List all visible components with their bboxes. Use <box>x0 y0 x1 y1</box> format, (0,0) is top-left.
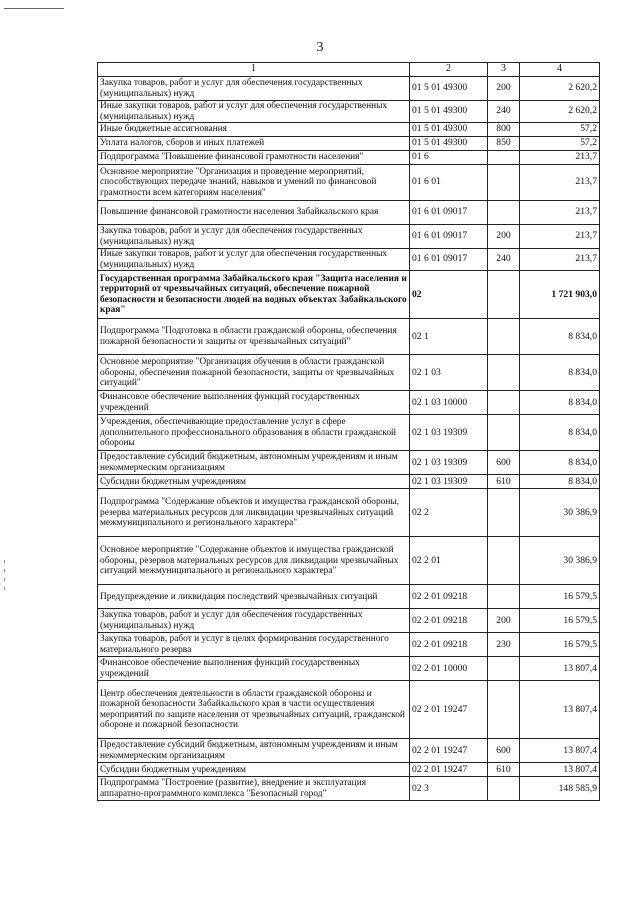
row-code-cell: 02 2 01 19247 <box>410 681 488 739</box>
corner-line <box>4 8 64 9</box>
row-name-cell: Государственная программа Забайкальского края "Защита населения и территорий от чрезвычайных ситуаций, обеспечение пожарной безопасности и безопасности людей на водных объектах Забайкальского края" <box>98 271 410 319</box>
row-type-cell <box>488 391 520 415</box>
row-code-cell: 02 2 01 <box>410 537 488 585</box>
table-row <box>98 739 600 763</box>
row-amount-cell: 213,7 <box>520 225 600 249</box>
row-type-cell: 610 <box>488 763 520 777</box>
row-code-cell: 02 2 01 09218 <box>410 633 488 657</box>
row-code-cell: 02 2 01 09218 <box>410 585 488 609</box>
row-type-cell: 230 <box>488 633 520 657</box>
table-row <box>98 101 600 123</box>
row-name-cell: Основное мероприятие "Организация и проведение мероприятий, способствующих передаче знаний, навыков и умений по финансовой грамотности всем категориям населения" <box>98 165 410 201</box>
table-row <box>98 609 600 633</box>
margin-ticks <box>4 560 6 596</box>
row-name-cell: Закупка товаров, работ и услуг для обеспечения государственных (муниципальных) нужд <box>98 77 410 101</box>
table-row <box>98 77 600 101</box>
row-code-cell: 02 2 01 19247 <box>410 763 488 777</box>
row-type-cell <box>488 319 520 355</box>
table-row <box>98 657 600 681</box>
table-row <box>98 151 600 165</box>
row-type-cell <box>488 681 520 739</box>
row-type-cell: 240 <box>488 101 520 123</box>
table-row <box>98 681 600 739</box>
row-name-cell: Подпрограмма "Повышение финансовой грамотности населения" <box>98 151 410 165</box>
row-type-cell: 200 <box>488 609 520 633</box>
row-type-cell: 200 <box>488 225 520 249</box>
page-number: 3 <box>316 40 324 55</box>
table-row <box>98 475 600 489</box>
row-name-cell: Иные закупки товаров, работ и услуг для обеспечения государственных (муниципальных) нужд <box>98 101 410 123</box>
row-code-cell: 02 1 03 19309 <box>410 451 488 475</box>
row-amount-cell: 8 834,0 <box>520 355 600 391</box>
table-row <box>98 537 600 585</box>
table-row <box>98 633 600 657</box>
row-type-cell <box>488 585 520 609</box>
row-name-cell: Предоставление субсидий бюджетным, автономным учреждениям и иным некоммерческим организациям <box>98 451 410 475</box>
row-amount-cell: 213,7 <box>520 249 600 271</box>
row-type-cell: 600 <box>488 739 520 763</box>
row-amount-cell: 16 579,5 <box>520 609 600 633</box>
row-name-cell: Подпрограмма "Построение (развитие), внедрение и эксплуатация аппаратно-программного комплекса "Безопасный город" <box>98 777 410 801</box>
row-type-cell <box>488 355 520 391</box>
row-name-cell: Предоставление субсидий бюджетным, автономным учреждениям и иным некоммерческим организациям <box>98 739 410 763</box>
row-code-cell: 02 1 03 19309 <box>410 475 488 489</box>
row-type-cell <box>488 201 520 225</box>
table-row <box>98 123 600 137</box>
row-name-cell: Предупреждение и ликвидация последствий чрезвычайных ситуаций <box>98 585 410 609</box>
row-type-cell: 200 <box>488 77 520 101</box>
row-code-cell: 02 3 <box>410 777 488 801</box>
table-row <box>98 225 600 249</box>
row-code-cell: 02 1 03 10000 <box>410 391 488 415</box>
row-name-cell: Субсидии бюджетным учреждениям <box>98 475 410 489</box>
row-type-cell <box>488 151 520 165</box>
row-amount-cell: 213,7 <box>520 201 600 225</box>
table-row <box>98 489 600 537</box>
table-row <box>98 319 600 355</box>
row-name-cell: Закупка товаров, работ и услуг в целях формирования государственного материального резерва <box>98 633 410 657</box>
row-name-cell: Подпрограмма "Содержание объектов и имущества гражданской обороны, резерва материальных ресурсов для ликвидации чрезвычайных ситуаций межмуниципального и регионального характера" <box>98 489 410 537</box>
row-amount-cell: 8 834,0 <box>520 319 600 355</box>
row-amount-cell: 13 807,4 <box>520 763 600 777</box>
row-type-cell <box>488 271 520 319</box>
row-name-cell: Финансовое обеспечение выполнения функций государственных учреждений <box>98 391 410 415</box>
row-name-cell: Уплата налогов, сборов и иных платежей <box>98 137 410 151</box>
budget-table <box>97 62 600 801</box>
row-type-cell: 600 <box>488 451 520 475</box>
row-code-cell: 02 2 01 19247 <box>410 739 488 763</box>
row-type-cell: 610 <box>488 475 520 489</box>
row-amount-cell: 1 721 903,0 <box>520 271 600 319</box>
row-amount-cell: 8 834,0 <box>520 451 600 475</box>
row-code-cell: 01 6 01 09017 <box>410 225 488 249</box>
header-col-2: 2 <box>410 63 488 77</box>
row-amount-cell: 2 620,2 <box>520 101 600 123</box>
table-row <box>98 763 600 777</box>
row-name-cell: Основное мероприятие "Организация обучения в области гражданской обороны, обеспечения пожарной безопасности, защиты от чрезвычайных ситуаций" <box>98 355 410 391</box>
table-row <box>98 249 600 271</box>
row-amount-cell: 16 579,5 <box>520 585 600 609</box>
row-name-cell: Подпрограмма "Подготовка в области гражданской обороны, обеспечения пожарной безопасности и защиты от чрезвычайных ситуаций" <box>98 319 410 355</box>
row-name-cell: Повышение финансовой грамотности населения Забайкальского края <box>98 201 410 225</box>
table-row <box>98 201 600 225</box>
row-type-cell <box>488 537 520 585</box>
table-body <box>98 77 600 801</box>
row-code-cell: 02 1 <box>410 319 488 355</box>
row-type-cell <box>488 657 520 681</box>
row-type-cell <box>488 415 520 451</box>
table-row <box>98 271 600 319</box>
table-row <box>98 415 600 451</box>
row-name-cell: Учреждения, обеспечивающие предоставление услуг в сфере дополнительного профессионального образования в области гражданской обороны <box>98 415 410 451</box>
row-code-cell: 01 5 01 49300 <box>410 77 488 101</box>
row-code-cell: 01 6 01 <box>410 165 488 201</box>
row-name-cell: Иные закупки товаров, работ и услуг для обеспечения государственных (муниципальных) нужд <box>98 249 410 271</box>
row-code-cell: 02 2 01 10000 <box>410 657 488 681</box>
row-amount-cell: 13 807,4 <box>520 739 600 763</box>
row-amount-cell: 8 834,0 <box>520 391 600 415</box>
row-amount-cell: 2 620,2 <box>520 77 600 101</box>
row-amount-cell: 13 807,4 <box>520 681 600 739</box>
table-row <box>98 451 600 475</box>
row-code-cell: 01 5 01 49300 <box>410 101 488 123</box>
header-col-1: 1 <box>98 63 410 77</box>
row-amount-cell: 148 585,9 <box>520 777 600 801</box>
table-row <box>98 355 600 391</box>
row-code-cell: 02 2 <box>410 489 488 537</box>
row-amount-cell: 57,2 <box>520 123 600 137</box>
row-type-cell <box>488 777 520 801</box>
row-amount-cell: 30 386,9 <box>520 537 600 585</box>
row-type-cell <box>488 489 520 537</box>
row-type-cell: 240 <box>488 249 520 271</box>
row-code-cell: 01 6 01 09017 <box>410 249 488 271</box>
row-name-cell: Основное мероприятие "Содержание объектов и имущества гражданской обороны, резервов материальных ресурсов для ликвидации чрезвычайных ситуаций межмуниципального и регионального характера" <box>98 537 410 585</box>
row-name-cell: Закупка товаров, работ и услуг для обеспечения государственных (муниципальных) нужд <box>98 225 410 249</box>
row-code-cell: 01 6 <box>410 151 488 165</box>
table-row <box>98 777 600 801</box>
row-amount-cell: 13 807,4 <box>520 657 600 681</box>
table-row <box>98 165 600 201</box>
row-name-cell: Иные бюджетные ассигнования <box>98 123 410 137</box>
row-name-cell: Субсидии бюджетным учреждениям <box>98 763 410 777</box>
row-name-cell: Финансовое обеспечение выполнения функций государственных учреждений <box>98 657 410 681</box>
row-type-cell <box>488 165 520 201</box>
row-type-cell: 850 <box>488 137 520 151</box>
row-amount-cell: 213,7 <box>520 151 600 165</box>
row-amount-cell: 16 579,5 <box>520 633 600 657</box>
row-type-cell: 800 <box>488 123 520 137</box>
row-code-cell: 02 1 03 19309 <box>410 415 488 451</box>
row-name-cell: Закупка товаров, работ и услуг для обеспечения государственных (муниципальных) нужд <box>98 609 410 633</box>
row-code-cell: 02 2 01 09218 <box>410 609 488 633</box>
row-code-cell: 01 5 01 49300 <box>410 123 488 137</box>
table-row <box>98 391 600 415</box>
row-name-cell: Центр обеспечения деятельности в области гражданской обороны и пожарной безопасности Забайкальского края в части осуществления мероприятий по защите населения от чрезвычайных ситуаций, гражданской обороне и пожарной безопасности <box>98 681 410 739</box>
table-row <box>98 585 600 609</box>
row-code-cell: 02 <box>410 271 488 319</box>
row-code-cell: 02 1 03 <box>410 355 488 391</box>
row-code-cell: 01 6 01 09017 <box>410 201 488 225</box>
header-col-4: 4 <box>520 63 600 77</box>
row-amount-cell: 213,7 <box>520 165 600 201</box>
row-code-cell: 01 5 01 49300 <box>410 137 488 151</box>
row-amount-cell: 30 386,9 <box>520 489 600 537</box>
row-amount-cell: 8 834,0 <box>520 415 600 451</box>
row-amount-cell: 8 834,0 <box>520 475 600 489</box>
table-header-row <box>98 63 600 77</box>
header-col-3: 3 <box>488 63 520 77</box>
row-amount-cell: 57,2 <box>520 137 600 151</box>
table-row <box>98 137 600 151</box>
